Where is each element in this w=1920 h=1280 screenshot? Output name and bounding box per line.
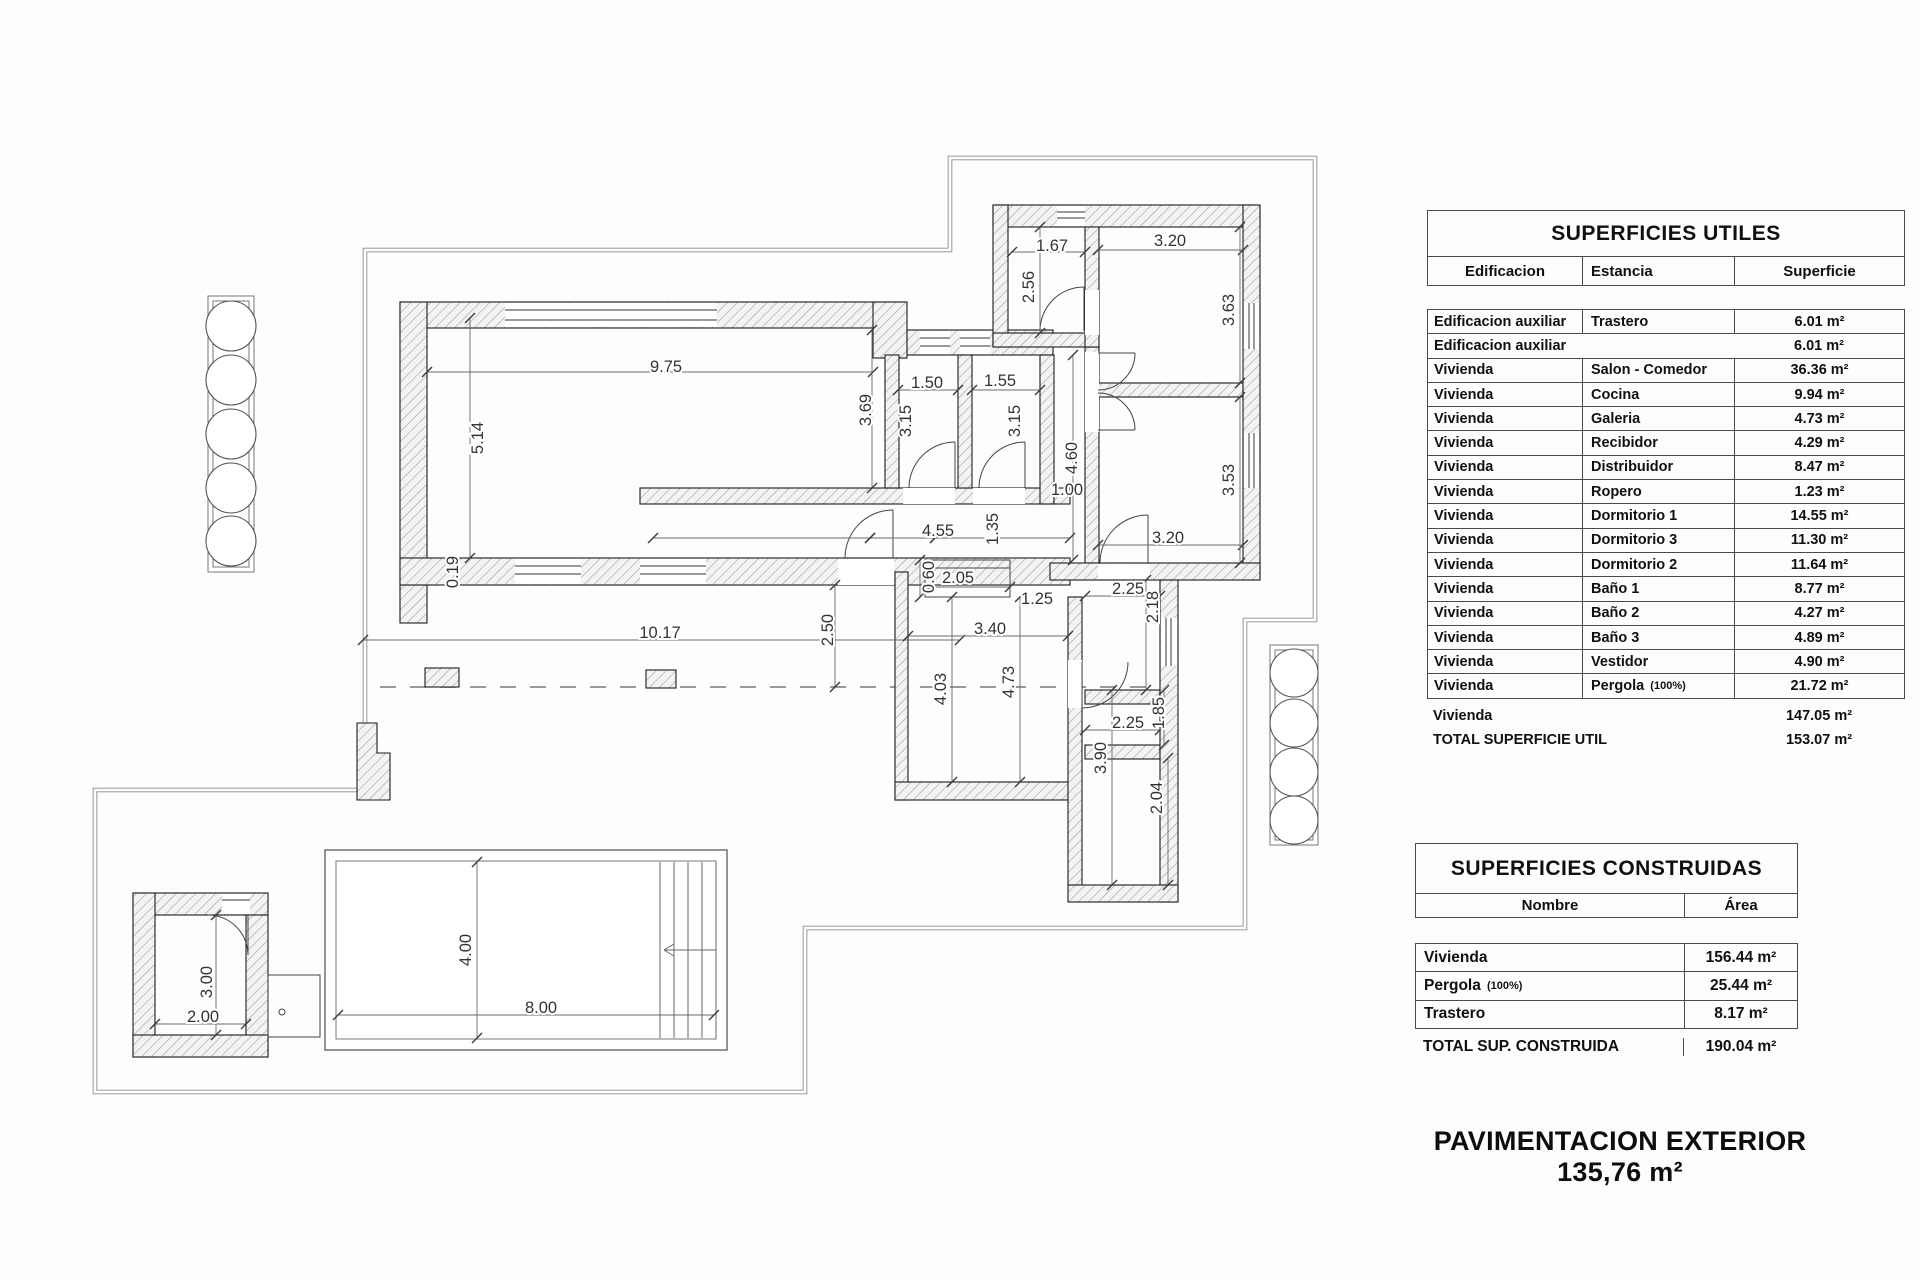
table-row — [1428, 431, 1904, 455]
table-cell: 8.47 m² — [1734, 456, 1904, 479]
table-row — [1428, 674, 1904, 698]
dimension-label: 8.00 — [524, 998, 558, 1017]
table-cell: 8.17 m² — [1684, 1001, 1797, 1028]
dimension-label: 2.25 — [1111, 579, 1145, 598]
dimension-label: 3.15 — [896, 404, 915, 438]
dimension-label: 3.00 — [197, 965, 216, 999]
table-row — [1428, 626, 1904, 650]
column-header: Estancia — [1582, 257, 1734, 285]
table-cell: 14.55 m² — [1734, 504, 1904, 527]
table-row — [1428, 553, 1904, 577]
dimension-label: 3.90 — [1091, 741, 1110, 775]
table-cell: Vivienda — [1434, 410, 1494, 427]
dimension-label: 4.03 — [931, 672, 950, 706]
exterior-paving-note: PAVIMENTACION EXTERIOR 135,76 m² — [1433, 1126, 1807, 1187]
summary-row — [1427, 728, 1905, 752]
column-header: Área — [1684, 894, 1797, 917]
table-row — [1416, 944, 1797, 972]
dimension-label: 3.20 — [1151, 528, 1185, 547]
table-row — [1428, 504, 1904, 528]
table-cell: Vivienda — [1434, 362, 1494, 379]
superficies-construidas-table — [1415, 843, 1798, 1060]
table-cell: 4.90 m² — [1734, 650, 1904, 673]
table-cell: 9.94 m² — [1734, 383, 1904, 406]
table-cell: 8.77 m² — [1734, 577, 1904, 600]
table-row — [1428, 407, 1904, 431]
dimension-label: 1.00 — [1050, 480, 1084, 499]
table-cell: 190.04 m² — [1683, 1038, 1798, 1056]
table-cell: Vivienda — [1434, 532, 1494, 549]
table-cell: Baño 3 — [1582, 626, 1734, 649]
table-cell: Vivienda — [1434, 435, 1494, 452]
table-cell: Pergola (100%) — [1582, 674, 1734, 697]
dimension-label: 3.40 — [973, 619, 1007, 638]
table-cell: Vivienda — [1434, 459, 1494, 476]
table-row — [1428, 383, 1904, 407]
table-cell: Recibidor — [1582, 431, 1734, 454]
table-cell: 25.44 m² — [1684, 972, 1797, 999]
table-cell: Vivienda — [1434, 678, 1494, 695]
table-cell: Vivienda — [1434, 629, 1494, 646]
dimension-label: 1.85 — [1149, 696, 1168, 730]
column-header: Edificacion — [1464, 262, 1546, 280]
dimension-label: 2.04 — [1147, 781, 1166, 815]
dimension-label: 3.20 — [1153, 231, 1187, 250]
table-cell: Vivienda — [1434, 483, 1494, 500]
table-cell: 4.73 m² — [1734, 407, 1904, 430]
table-cell: 4.89 m² — [1734, 626, 1904, 649]
dimension-label: 1.67 — [1035, 236, 1069, 255]
table-cell: Trastero — [1424, 1005, 1486, 1023]
dimension-label: 4.73 — [999, 665, 1018, 699]
dimension-label: 5.14 — [468, 421, 487, 455]
table-title: SUPERFICIES CONSTRUIDAS — [1416, 844, 1797, 894]
table-cell: Pergola (100%) — [1424, 976, 1523, 994]
table-cell: Cocina — [1582, 383, 1734, 406]
construidas-body — [1415, 943, 1798, 1029]
table-cell: 1.23 m² — [1734, 480, 1904, 503]
table-cell: Baño 2 — [1582, 602, 1734, 625]
dimension-label: 3.53 — [1219, 463, 1238, 497]
dimension-label: 4.00 — [456, 933, 475, 967]
table-header — [1416, 894, 1797, 917]
dimension-label: 1.35 — [983, 512, 1002, 546]
table-cell: Vivienda — [1434, 653, 1494, 670]
dimension-label: 3.69 — [856, 393, 875, 427]
tree-row-right — [1270, 645, 1318, 845]
dimension-label: 10.17 — [639, 623, 681, 642]
table-cell: 4.27 m² — [1734, 602, 1904, 625]
table-cell: Vivienda — [1434, 508, 1494, 525]
summary-row — [1415, 1034, 1798, 1060]
table-row — [1428, 602, 1904, 626]
table-cell: Salon - Comedor — [1582, 359, 1734, 382]
table-cell: Vivienda — [1424, 948, 1488, 966]
column-header: Nombre — [1521, 897, 1579, 914]
table-cell: Vivienda — [1434, 580, 1494, 597]
table-cell: Trastero — [1582, 310, 1734, 333]
dimension-label: 1.25 — [1020, 589, 1054, 608]
table-row — [1428, 456, 1904, 480]
table-cell: 156.44 m² — [1684, 944, 1797, 971]
dimension-label: 9.75 — [649, 357, 683, 376]
table-cell: TOTAL SUPERFICIE UTIL — [1433, 731, 1608, 748]
table-row — [1416, 972, 1797, 1000]
dimension-label: 0.19 — [443, 555, 462, 589]
table-row — [1428, 577, 1904, 601]
pool — [325, 850, 727, 1050]
table-cell — [1582, 334, 1734, 357]
table-row — [1428, 480, 1904, 504]
tree-row-left — [206, 296, 256, 572]
table-cell: 21.72 m² — [1734, 674, 1904, 697]
table-cell: Distribuidor — [1582, 456, 1734, 479]
dimension-label: 2.00 — [186, 1007, 220, 1026]
table-cell: 147.05 m² — [1785, 707, 1853, 724]
dimension-label: 2.50 — [818, 613, 837, 647]
table-row — [1428, 310, 1904, 334]
table-cell: Vivienda — [1434, 605, 1494, 622]
table-cell: 6.01 m² — [1794, 337, 1844, 354]
table-cell: Galeria — [1582, 407, 1734, 430]
table-row — [1428, 529, 1904, 553]
column-header: Superficie — [1734, 257, 1904, 285]
table-cell: Baño 1 — [1582, 577, 1734, 600]
dimension-label: 4.55 — [921, 521, 955, 540]
dimension-label: 1.50 — [910, 373, 944, 392]
utiles-summary — [1427, 704, 1905, 752]
table-cell: 6.01 m² — [1734, 310, 1904, 333]
trastero-building — [133, 893, 320, 1057]
table-cell: 153.07 m² — [1785, 731, 1853, 748]
table-cell: Edificacion auxiliar — [1434, 337, 1567, 354]
dimension-label: 0.60 — [919, 560, 938, 594]
table-cell: Ropero — [1582, 480, 1734, 503]
table-cell: 11.30 m² — [1734, 529, 1904, 552]
dimension-label: 3.15 — [1005, 404, 1024, 438]
dimension-label: 2.05 — [941, 568, 975, 587]
table-title: SUPERFICIES UTILES — [1428, 211, 1904, 257]
table-row — [1416, 1001, 1797, 1029]
table-cell: Vestidor — [1582, 650, 1734, 673]
dimension-label: 3.63 — [1219, 293, 1238, 327]
table-cell: TOTAL SUP. CONSTRUIDA — [1423, 1037, 1620, 1055]
dimension-label: 1.55 — [983, 371, 1017, 390]
summary-row — [1427, 704, 1905, 728]
construidas-total — [1415, 1034, 1798, 1060]
table-header — [1428, 257, 1904, 285]
table-row — [1428, 650, 1904, 674]
utiles-body — [1427, 309, 1905, 699]
dimension-label: 2.25 — [1111, 713, 1145, 732]
dimension-label: 2.18 — [1143, 590, 1162, 624]
table-cell: Dormitorio 1 — [1582, 504, 1734, 527]
table-cell: Vivienda — [1434, 556, 1494, 573]
superficies-utiles-table — [1427, 210, 1905, 752]
table-cell: Vivienda — [1433, 707, 1493, 724]
table-row — [1428, 334, 1904, 358]
table-cell: Dormitorio 2 — [1582, 553, 1734, 576]
table-cell: Edificacion auxiliar — [1434, 313, 1567, 330]
table-cell: Vivienda — [1434, 386, 1494, 403]
table-cell: 4.29 m² — [1734, 431, 1904, 454]
table-cell: 11.64 m² — [1734, 553, 1904, 576]
table-cell: Dormitorio 3 — [1582, 529, 1734, 552]
dimension-label: 4.60 — [1062, 441, 1081, 475]
dimension-label: 2.56 — [1019, 270, 1038, 304]
table-cell: 36.36 m² — [1734, 359, 1904, 382]
pergola-edge — [357, 665, 1172, 800]
paving-step — [357, 723, 390, 800]
table-row — [1428, 359, 1904, 383]
